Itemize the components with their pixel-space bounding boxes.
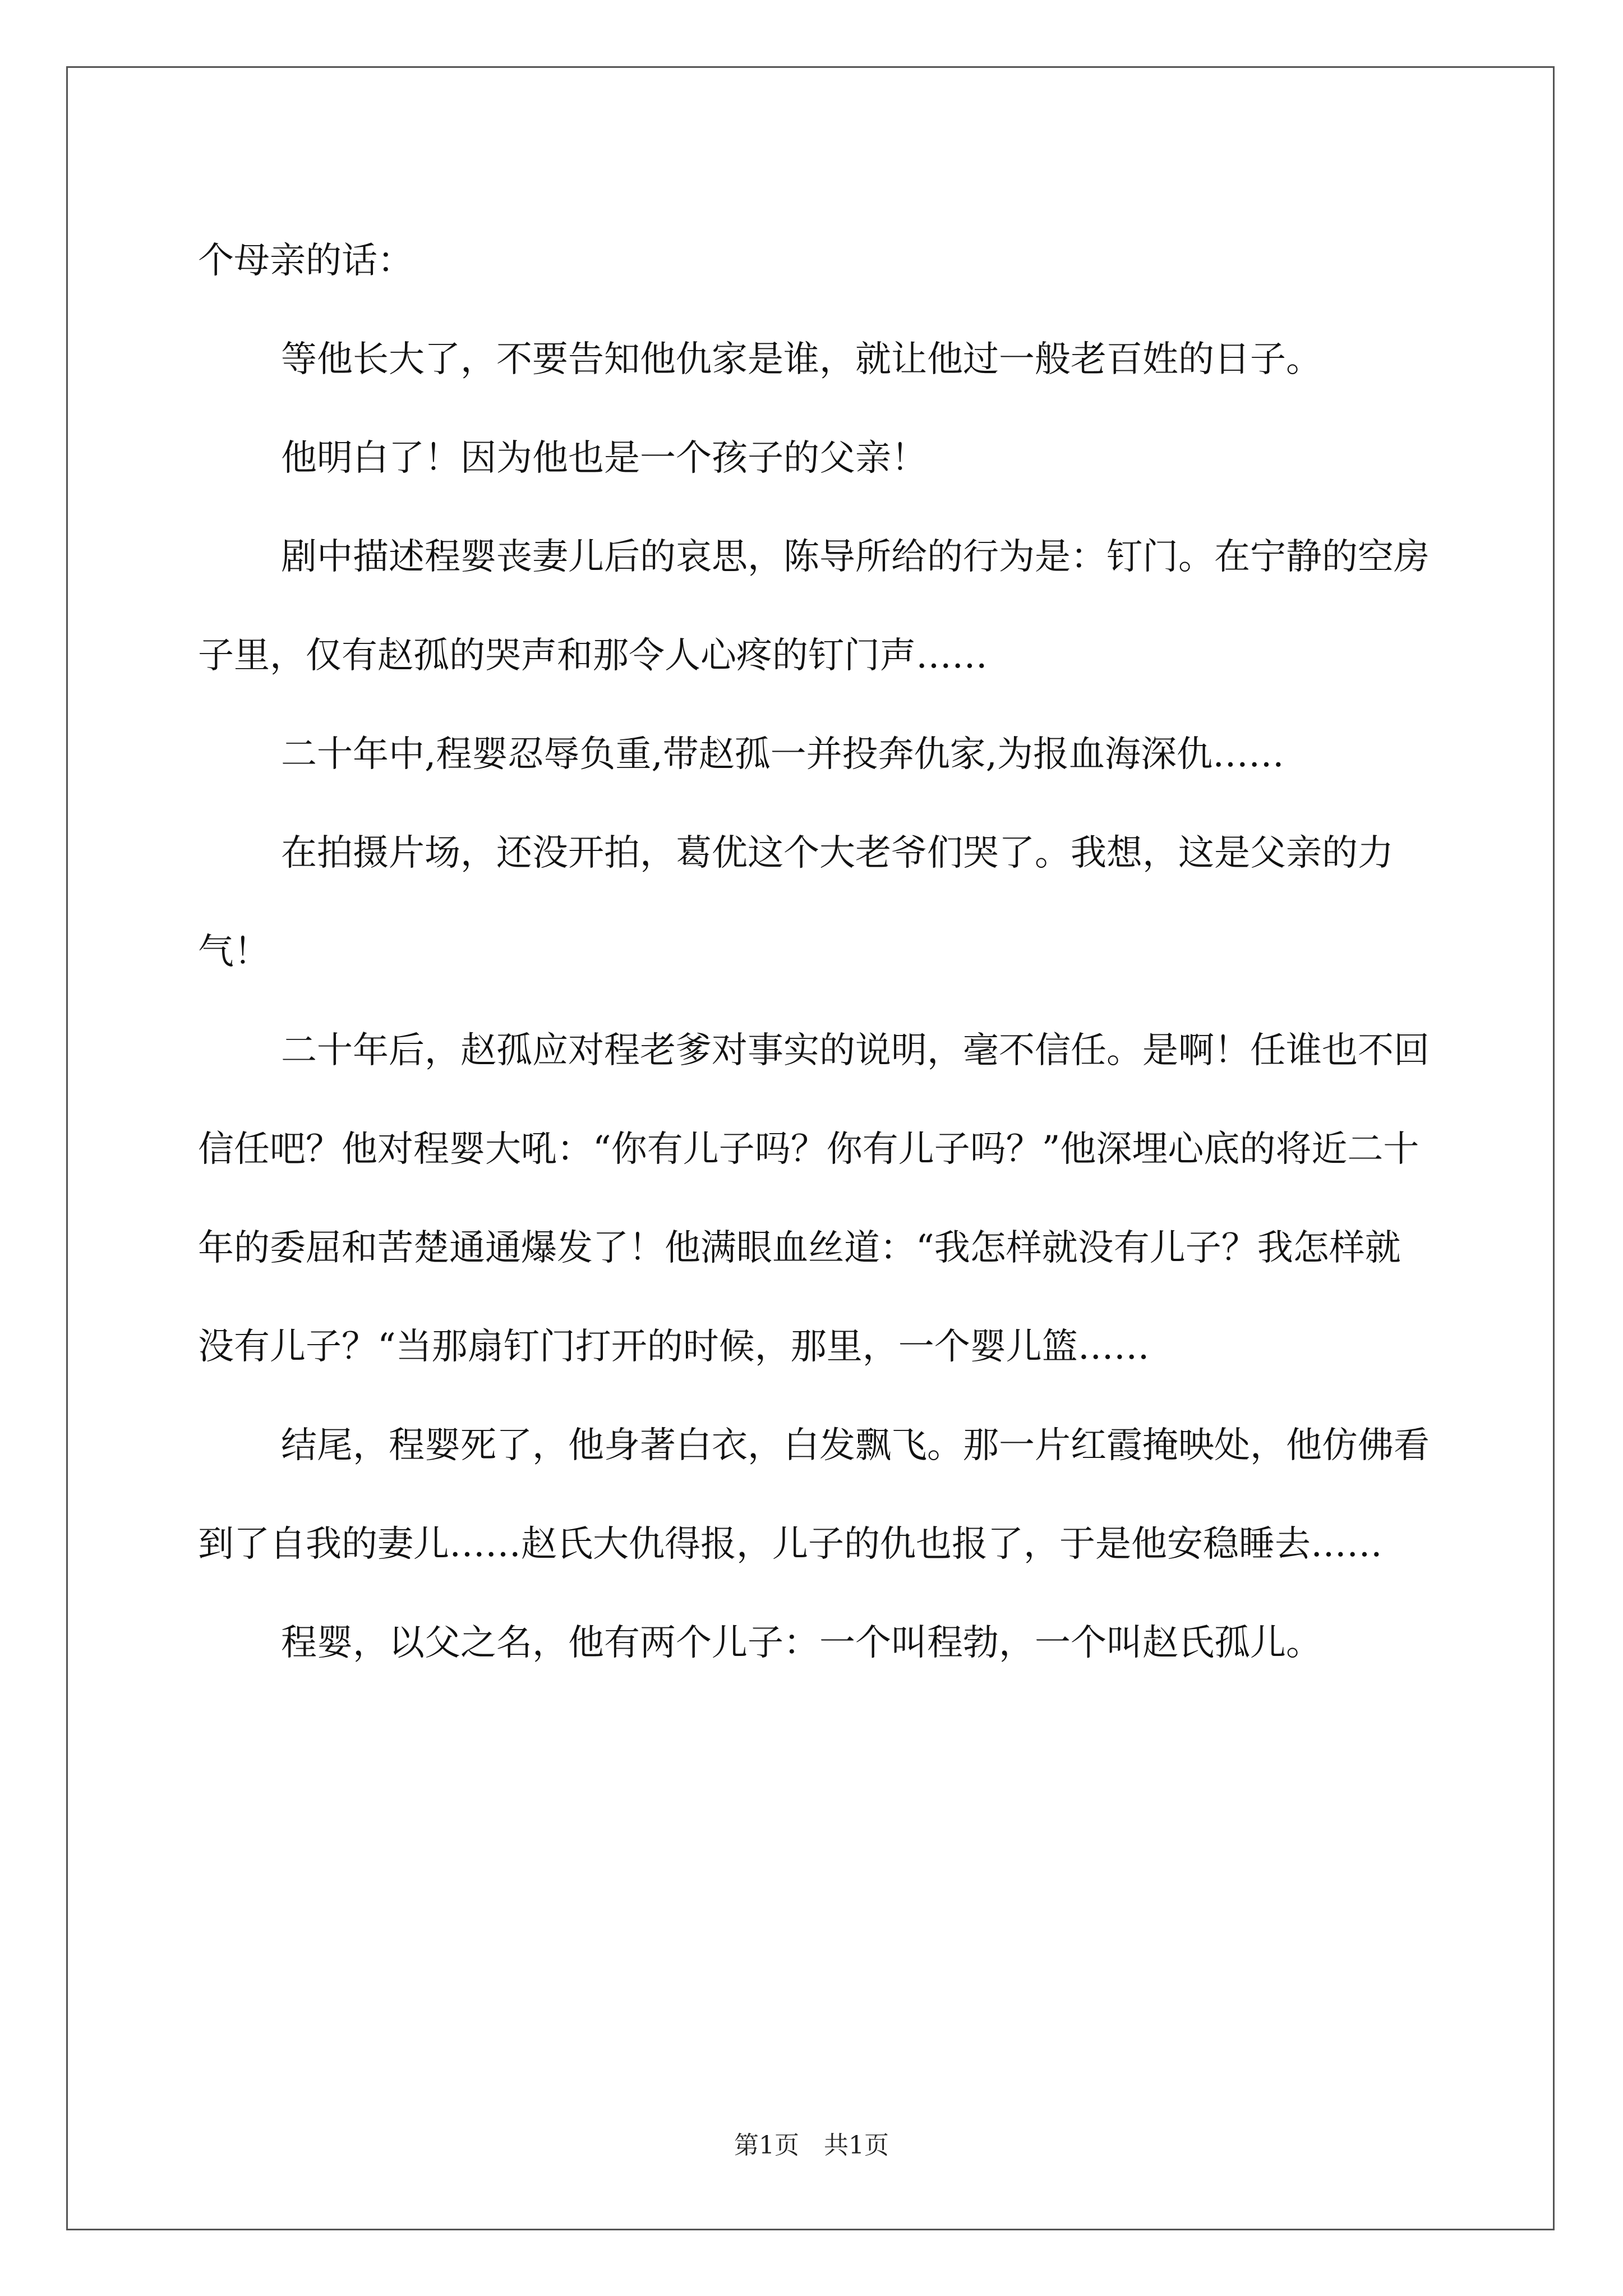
paragraph-7: 二十年后，赵孤应对程老爹对事实的说明，毫不信任。是啊！任谁也不回信任吧？他对程婴大吼：“你有儿子吗？你有儿子吗？”他深埋心底的将近二十年的委屈和苦楚通通爆发了！他满眼血丝道：“我怎样就没有儿子？我怎样就没有儿子？“当那扇钉门打开的时候，那里，一个婴儿篮…… — [198, 1030, 1430, 1368]
paragraph-5: 二十年中,程婴忍辱负重,带赵孤一并投奔仇家,为报血海深仇…… — [281, 734, 1285, 775]
paragraph-1: 个母亲的话： — [198, 240, 413, 282]
paragraph-4: 剧中描述程婴丧妻儿后的哀思，陈导所给的行为是：钉门。在宁静的空房子里，仅有赵孤的哭声和那令人心疼的钉门声…… — [198, 536, 1430, 677]
paragraph-3: 他明白了！因为他也是一个孩子的父亲！ — [281, 438, 927, 479]
document-body — [198, 211, 1432, 1692]
paragraph-8: 结尾，程婴死了，他身著白衣，白发飘飞。那一片红霞掩映处，他仿佛看到了自我的妻儿……赵氏大仇得报，儿子的仇也报了，于是他安稳睡去…… — [198, 1425, 1430, 1565]
paragraph-2: 等他长大了，不要告知他仇家是谁，就让他过一般老百姓的日子。 — [281, 339, 1322, 380]
paragraph-9: 程婴，以父之名，他有两个儿子：一个叫程勃，一个叫赵氏孤儿。 — [281, 1622, 1322, 1664]
page-footer: 第1页 共1页 — [734, 2131, 889, 2160]
paragraph-6: 在拍摄片场，还没开拍，葛优这个大老爷们哭了。我想，这是父亲的力气！ — [198, 832, 1394, 973]
